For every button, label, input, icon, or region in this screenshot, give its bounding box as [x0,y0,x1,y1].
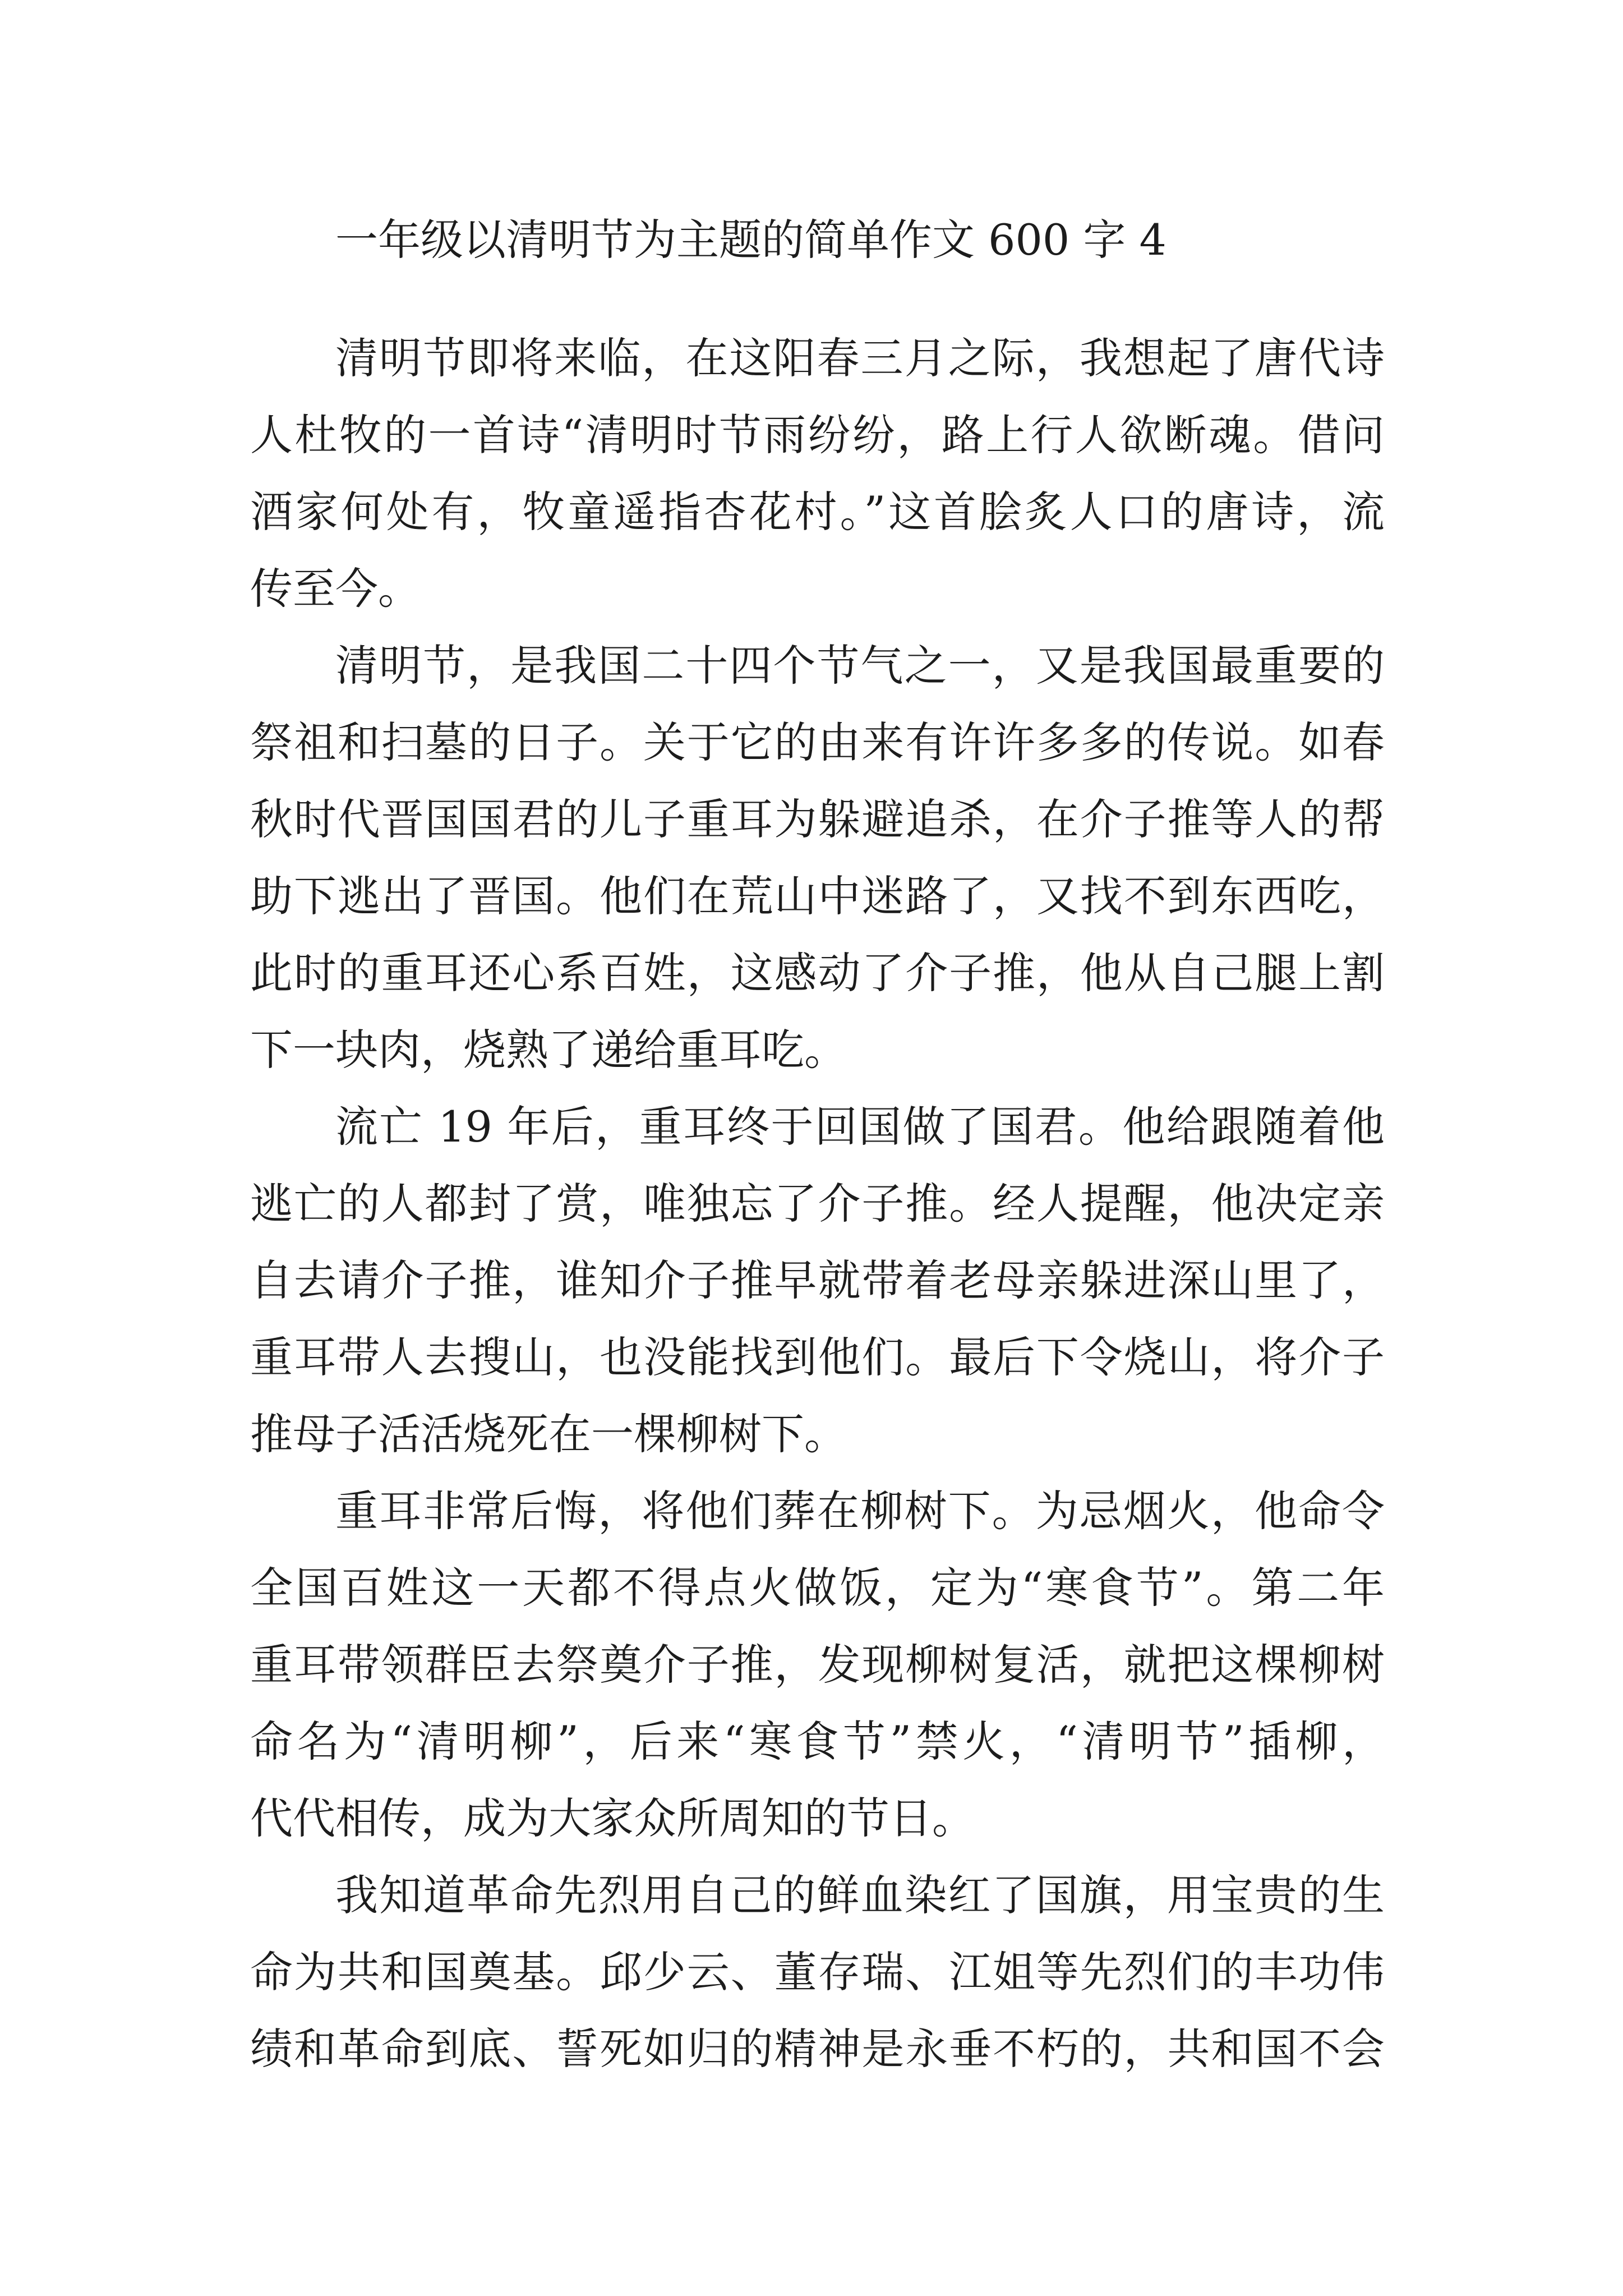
document-title: 一年级以清明节为主题的简单作文 600 字 4 [335,215,1166,265]
text-line: 我知道革命先烈用自己的鲜血染红了国旗，用宝贵的生 [335,1870,1385,1920]
text-line: 清明节即将来临，在这阳春三月之际，我想起了唐代诗 [335,333,1385,383]
text-line: 传至今。 [250,564,421,614]
text-line: 自去请介子推，谁知介子推早就带着老母亲躲进深山里了， [250,1255,1385,1305]
text-line: 祭祖和扫墓的日子。关于它的由来有许许多多的传说。如春 [250,717,1385,767]
text-line: 代代相传，成为大家众所周知的节日。 [250,1793,975,1843]
text-line: 流亡 19 年后，重耳终于回国做了国君。他给跟随着他 [335,1102,1385,1152]
text-line: 推母子活活烧死在一棵柳树下。 [250,1409,847,1459]
text-line: 重耳带人去搜山，也没能找到他们。最后下令烧山，将介子 [250,1332,1385,1382]
text-line: 助下逃出了晋国。他们在荒山中迷路了，又找不到东西吃， [250,871,1385,921]
text-line: 重耳带领群臣去祭奠介子推，发现柳树复活，就把这棵柳树 [250,1640,1385,1690]
document-body [250,320,1385,2087]
paragraph-1 [250,320,1385,627]
text-line: 下一块肉，烧熟了递给重耳吃。 [250,1025,847,1075]
text-line: 酒家何处有，牧童遥指杏花村。”这首脍炙人口的唐诗，流 [250,487,1385,537]
text-line: 命名为“清明柳”，后来“寒食节”禁火，“清明节”插柳， [250,1717,1385,1766]
text-line: 重耳非常后悔，将他们葬在柳树下。为忌烟火，他命令 [335,1486,1385,1536]
text-line: 全国百姓这一天都不得点火做饭，定为“寒食节”。第二年 [250,1563,1385,1613]
text-line: 绩和革命到底、誓死如归的精神是永垂不朽的，共和国不会 [250,2024,1385,2074]
text-line: 命为共和国奠基。邱少云、董存瑞、江姐等先烈们的丰功伟 [250,1947,1385,1997]
paragraph-2 [250,627,1385,1088]
text-line: 人杜牧的一首诗“清明时节雨纷纷，路上行人欲断魂。借问 [250,410,1385,460]
text-line: 清明节，是我国二十四个节气之一，又是我国最重要的 [335,641,1385,691]
paragraph-3 [250,1088,1385,1473]
paragraph-5 [250,1857,1385,2087]
paragraph-4 [250,1473,1385,1857]
text-line: 逃亡的人都封了赏，唯独忘了介子推。经人提醒，他决定亲 [250,1179,1385,1228]
text-line: 秋时代晋国国君的儿子重耳为躲避追杀，在介子推等人的帮 [250,794,1385,844]
text-line: 此时的重耳还心系百姓，这感动了介子推，他从自己腿上割 [250,948,1385,998]
